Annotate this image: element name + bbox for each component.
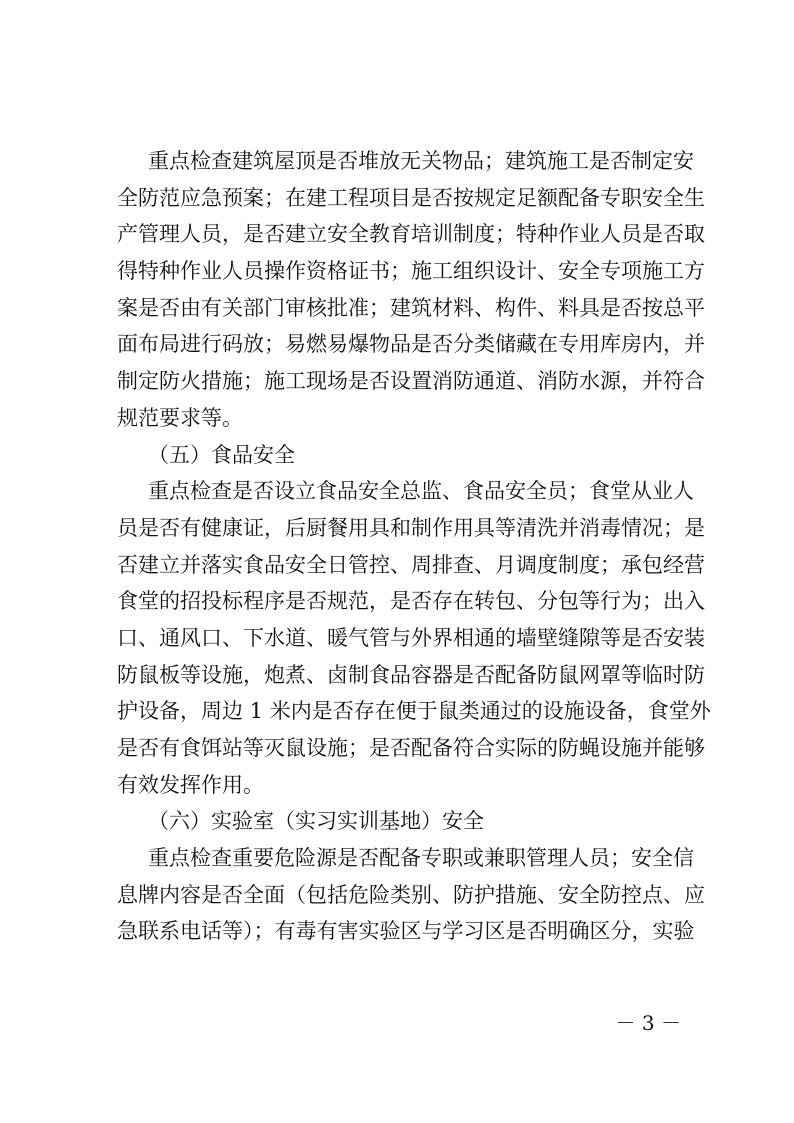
paragraph-line: 得特种作业人员操作资格证书；施工组织设计、安全专项施工方 [117,259,705,284]
paragraph-line: 全防范应急预案；在建工程项目是否按规定足额配备专职安全生 [117,185,705,210]
paragraph-line: 否建立并落实食品安全日管控、周排查、月调度制度；承包经营 [117,552,705,577]
section-heading-food-safety: （五）食品安全 [148,442,295,467]
paragraph-line: 有效发挥作用。 [117,772,264,797]
paragraph-line: 员是否有健康证，后厨餐用具和制作用具等清洗并消毒情况；是 [117,515,705,540]
paragraph-line: 口、通风口、下水道、暖气管与外界相通的墙壁缝隙等是否安装 [117,625,705,650]
paragraph-line: 重点检查重要危险源是否配备专职或兼职管理人员；安全信 [148,846,694,871]
paragraph-line: 案是否由有关部门审核批准；建筑材料、构件、料具是否按总平 [117,295,705,320]
paragraph-line: 重点检查建筑屋顶是否堆放无关物品；建筑施工是否制定安 [148,149,694,173]
paragraph-line: 是否有食饵站等灭鼠设施；是否配备符合实际的防蝇设施并能够 [117,736,705,760]
document-body [117,143,711,950]
section-heading-lab-safety: （六）实验室（实习实训基地）安全 [148,809,484,834]
paragraph-line: 规范要求等。 [117,405,243,430]
page-number: － 3 － [615,1011,681,1035]
paragraph-line: 防鼠板等设施，炮煮、卤制食品容器是否配备防鼠网罩等临时防 [117,662,705,687]
paragraph-line: 面布局进行码放；易燃易爆物品是否分类储藏在专用库房内，并 [117,332,705,357]
paragraph-line: 急联系电话等）；有毒有害实验区与学习区是否明确区分，实验 [117,919,695,944]
paragraph-line: 护设备，周边 1 米内是否存在便于鼠类通过的设施设备，食堂外 [117,699,711,724]
paragraph-line: 重点检查是否设立食品安全总监、食品安全员；食堂从业人 [148,479,694,504]
paragraph-line: 制定防火措施；施工现场是否设置消防通道、消防水源，并符合 [117,369,705,394]
paragraph-line: 食堂的招投标程序是否规范，是否存在转包、分包等行为；出入 [117,589,705,614]
paragraph-line: 产管理人员，是否建立安全教育培训制度；特种作业人员是否取 [117,222,705,247]
paragraph-line: 息牌内容是否全面（包括危险类别、防护措施、安全防控点、应 [117,882,705,907]
